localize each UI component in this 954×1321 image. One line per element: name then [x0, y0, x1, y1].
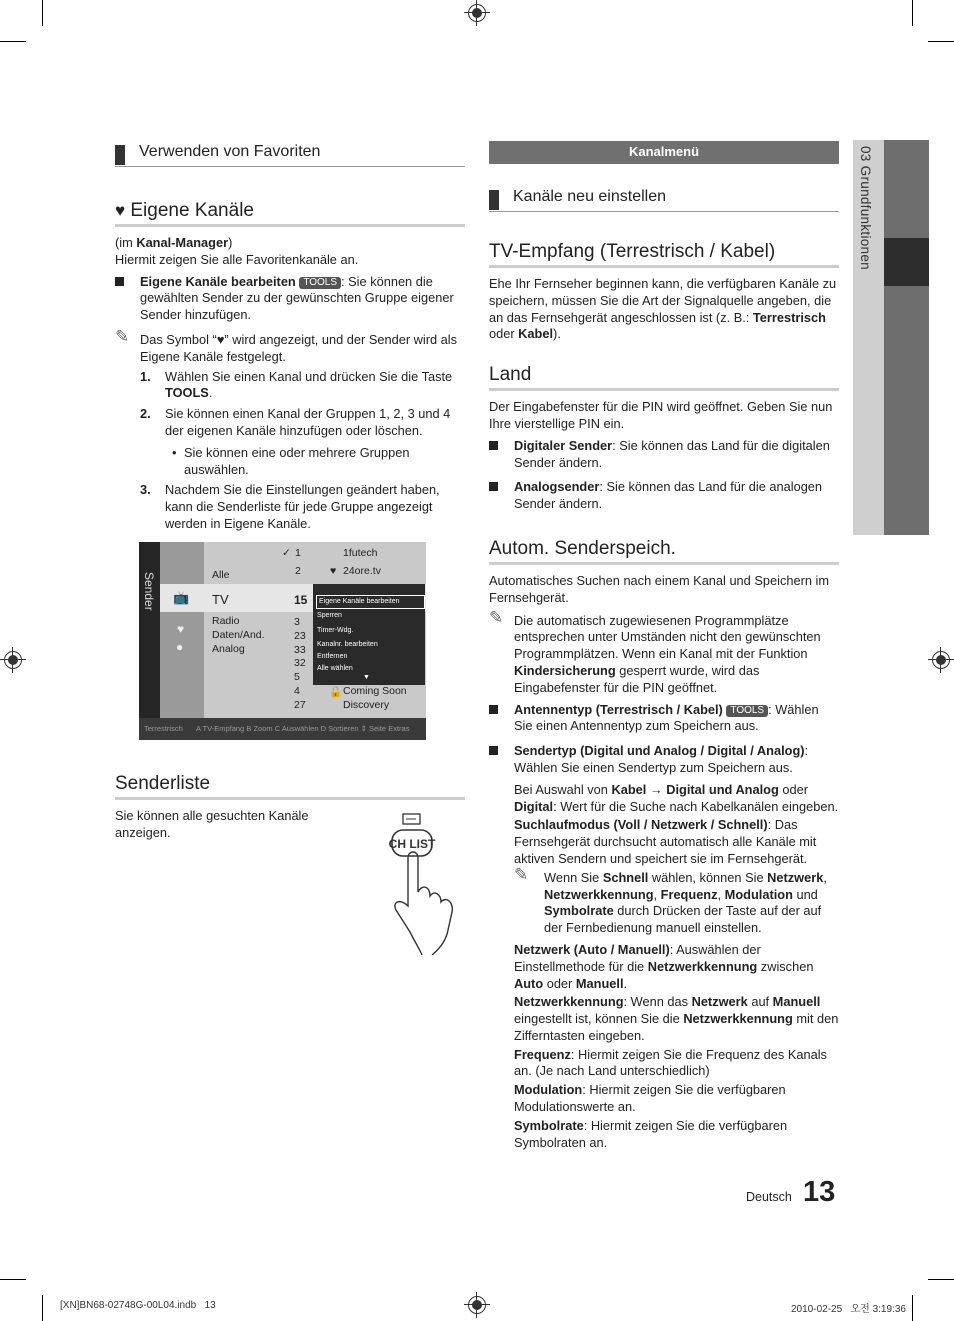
right-column: [489, 141, 839, 1151]
step-2-sub: • Sie können eine oder mehrere Gruppen auswählen.: [172, 444, 410, 477]
bullet-item: Antennentyp (Terrestrisch / Kabel) TOOLS : Wählen Sie einen Antennentyp zum Speichern aus.: [489, 702, 839, 736]
suchlauf-text: Suchlaufmodus (Voll / Netzwerk / Schnell): Das Fernsehgerät durchsucht automatisch alle Kanäle mit aktiven Sendern und speichert sie im Fernsehgerät.: [514, 817, 817, 866]
eigene-kanaele-heading: ♥ Eigene Kanäle: [115, 199, 465, 227]
senderliste-heading: Senderliste: [115, 772, 465, 800]
note: ✎ Das Symbol “♥” wird angezeigt, und der Sender wird als Eigene Kanäle festgelegt.: [115, 326, 458, 364]
scroll-down-icon: ▼: [363, 674, 370, 681]
registration-mark-icon: [468, 4, 486, 22]
bullet-item: Sendertyp (Digital und Analog / Digital / Analog): Wählen Sie einen Sendertyp zum Speichern aus.: [489, 743, 839, 777]
channel-number-list: 3 23 33 32 5 4 27: [294, 616, 306, 711]
registration-mark-icon: [4, 651, 22, 669]
heading-bar: [489, 190, 499, 210]
step-3: 3. Nachdem Sie die Einstellungen geändert haben, kann die Senderliste für jede Gruppe angezeigt werden in Eigene Kanäle.: [140, 482, 440, 531]
tools-popup-menu: [313, 584, 425, 685]
file-info: [XN]BN68-02748G-00L04.indb 13: [60, 1300, 216, 1311]
heading-bar: [115, 145, 125, 165]
channel-number: 1: [295, 547, 301, 559]
timestamp: 2010-02-25 오전 3:19:36: [791, 1304, 906, 1315]
channel-name: Coming Soon: [343, 685, 407, 697]
page-number: 13: [803, 1176, 836, 1208]
crop-mark: [0, 1279, 26, 1280]
heart-icon: ♥: [115, 201, 126, 220]
tv-empfang-text: Ehe Ihr Fernseher beginnen kann, die verfügbaren Kanäle zu speichern, müssen Sie die Art der Signalquelle angeben, die an das Fernsehgerät angeschlossen ist (z. B.: Terrestrisch oder Kabel).: [489, 276, 837, 342]
tv-footer: Terrestrisch A TV-Empfang B Zoom C Auswählen D Sortieren ⇕ Seite Extras: [139, 718, 426, 740]
symbolrate-text: Symbolrate: Hiermit zeigen Sie die verfügbaren Symbolraten an.: [514, 1117, 788, 1150]
bullet-square-icon: [489, 746, 498, 755]
group-radio: Radio: [212, 615, 240, 627]
chapter-tab-marker: [884, 238, 929, 286]
lock-icon: ●: [176, 640, 184, 654]
section-heading: Verwenden von Favoriten: [115, 142, 465, 167]
check-icon: ✓: [282, 547, 291, 559]
ch-list-hand-icon: [386, 810, 466, 955]
step-1: 1. Wählen Sie einen Kanal und drücken Sie die Taste TOOLS.: [140, 368, 453, 401]
bullet-square-icon: [489, 441, 498, 450]
tv-menu-screenshot: [139, 542, 426, 740]
crop-mark: [912, 0, 913, 26]
note: ✎ Die automatisch zugewiesenen Programmplätze entsprechen unter Umständen nicht den gewünschten Programmplätzen. Wenn ein Kanal mit der Funktion Kindersicherung gesperrt wurde, wird das Eingabefenster für die PIN geöffnet.: [489, 607, 821, 695]
bullet-square-icon: [489, 705, 498, 714]
group-tv: TV: [212, 592, 229, 607]
senderliste-text: Sie können alle gesuchten Kanäle anzeigen.: [115, 808, 309, 840]
heart-icon: ♥: [177, 622, 185, 636]
crop-mark: [912, 1295, 913, 1321]
popup-item[interactable]: Timer-Wdg.: [317, 627, 354, 634]
tv-sidebar: Sender: [139, 542, 160, 718]
channel-name: Discovery: [343, 699, 390, 711]
group-daten: Daten/And.: [212, 629, 265, 641]
popup-item-selected[interactable]: Eigene Kanäle bearbeiten: [316, 595, 425, 609]
lock-icon: 🔒: [329, 686, 343, 698]
menu-bar: Kanalmenü: [489, 141, 839, 164]
registration-mark-icon: [932, 651, 950, 669]
context-line: (im Kanal-Manager): [115, 235, 233, 250]
pencil-note-icon: ✎: [489, 607, 504, 627]
autom-heading: Autom. Senderspeich.: [489, 537, 839, 565]
heart-icon: ♥: [216, 331, 225, 347]
note: ✎ Wenn Sie Schnell wählen, können Sie Netzwerk, Netzwerkkennung, Frequenz, Modulation und Symbolrate durch Drücken der Taste auf der auf der Fernbedienung manuell einstellen.: [514, 864, 827, 936]
bullet-item: Digitaler Sender: Sie können das Land für die digitalen Sender ändern.: [489, 438, 839, 472]
section-heading: Kanäle neu einstellen: [489, 187, 839, 212]
heart-icon: ♥: [330, 565, 337, 577]
tools-badge: TOOLS: [726, 705, 768, 717]
land-text: Der Eingabefenster für die PIN wird geöffnet. Geben Sie nun Ihre vierstellige PIN ein.: [489, 399, 833, 431]
popup-item[interactable]: Alle wählen: [317, 665, 353, 672]
crop-mark: [928, 41, 954, 42]
netzwerk-text: Netzwerk (Auto / Manuell): Auswählen der Einstellmethode für die Netzwerkkennung zwischen Auto oder Manuell.: [514, 941, 814, 991]
crop-mark: [928, 1279, 954, 1280]
tools-badge: TOOLS: [299, 277, 341, 289]
bullet-square-icon: [489, 482, 498, 491]
pencil-note-icon: ✎: [115, 326, 130, 346]
tv-empfang-heading: TV-Empfang (Terrestrisch / Kabel): [489, 240, 839, 268]
channel-name: 24ore.tv: [343, 565, 381, 577]
language-label: Deutsch: [746, 1190, 792, 1204]
crop-mark: [42, 1295, 43, 1321]
tv-channel-icon: 📺: [173, 590, 190, 605]
frequenz-text: Frequenz: Hiermit zeigen Sie die Frequenz des Kanals an. (Je nach Land unterschiedlich): [514, 1046, 827, 1079]
channel-number-highlight: 15: [294, 593, 308, 607]
modulation-text: Modulation: Hiermit zeigen Sie die verfügbaren Modulationswerte an.: [514, 1082, 786, 1115]
step-2: 2. Sie können einen Kanal der Gruppen 1, 2, 3 und 4 der eigenen Kanäle hinzufügen oder löschen.: [140, 406, 451, 438]
description: Hiermit zeigen Sie alle Favoritenkanäle an.: [115, 251, 359, 267]
kabel-text: Bei Auswahl von Kabel → Digital und Analog oder Digital: Wert für die Suche nach Kabelkanälen eingeben.: [514, 781, 839, 814]
bullet-square-icon: [115, 277, 124, 286]
netzwerkkennung-text: Netzwerkkennung: Wenn das Netzwerk auf Manuell eingestellt ist, können Sie die Netzwerkkennung mit den Zifferntasten eingeben.: [514, 994, 839, 1043]
pencil-note-icon: ✎: [514, 864, 529, 884]
bullet-item: Eigene Kanäle bearbeiten TOOLS : Sie können die gewählten Sender zu der gewünschten Gruppe eigener Sender hinzufügen.: [115, 274, 465, 324]
bullet-item: Analogsender: Sie können das Land für die analogen Sender ändern.: [489, 479, 839, 513]
popup-item[interactable]: Kanalnr. bearbeiten: [317, 641, 378, 648]
land-heading: Land: [489, 363, 839, 391]
popup-item[interactable]: Entfernen: [317, 653, 348, 660]
group-alle: Alle: [212, 569, 230, 581]
crop-mark: [0, 41, 26, 42]
ch-list-label: CH LIST: [388, 837, 436, 851]
channel-number: 2: [295, 565, 301, 577]
autom-text: Automatisches Suchen nach einem Kanal und Speichern im Fernsehgerät.: [489, 572, 830, 605]
registration-mark-icon: [468, 1296, 486, 1314]
crop-mark: [42, 0, 43, 26]
group-analog: Analog: [212, 643, 245, 655]
chapter-label: 03 Grundfunktionen: [858, 146, 873, 270]
popup-item[interactable]: Sperren: [317, 612, 342, 619]
chapter-tab-dark: [884, 140, 929, 535]
left-column: [115, 142, 465, 533]
channel-name: 1futech: [343, 547, 378, 559]
